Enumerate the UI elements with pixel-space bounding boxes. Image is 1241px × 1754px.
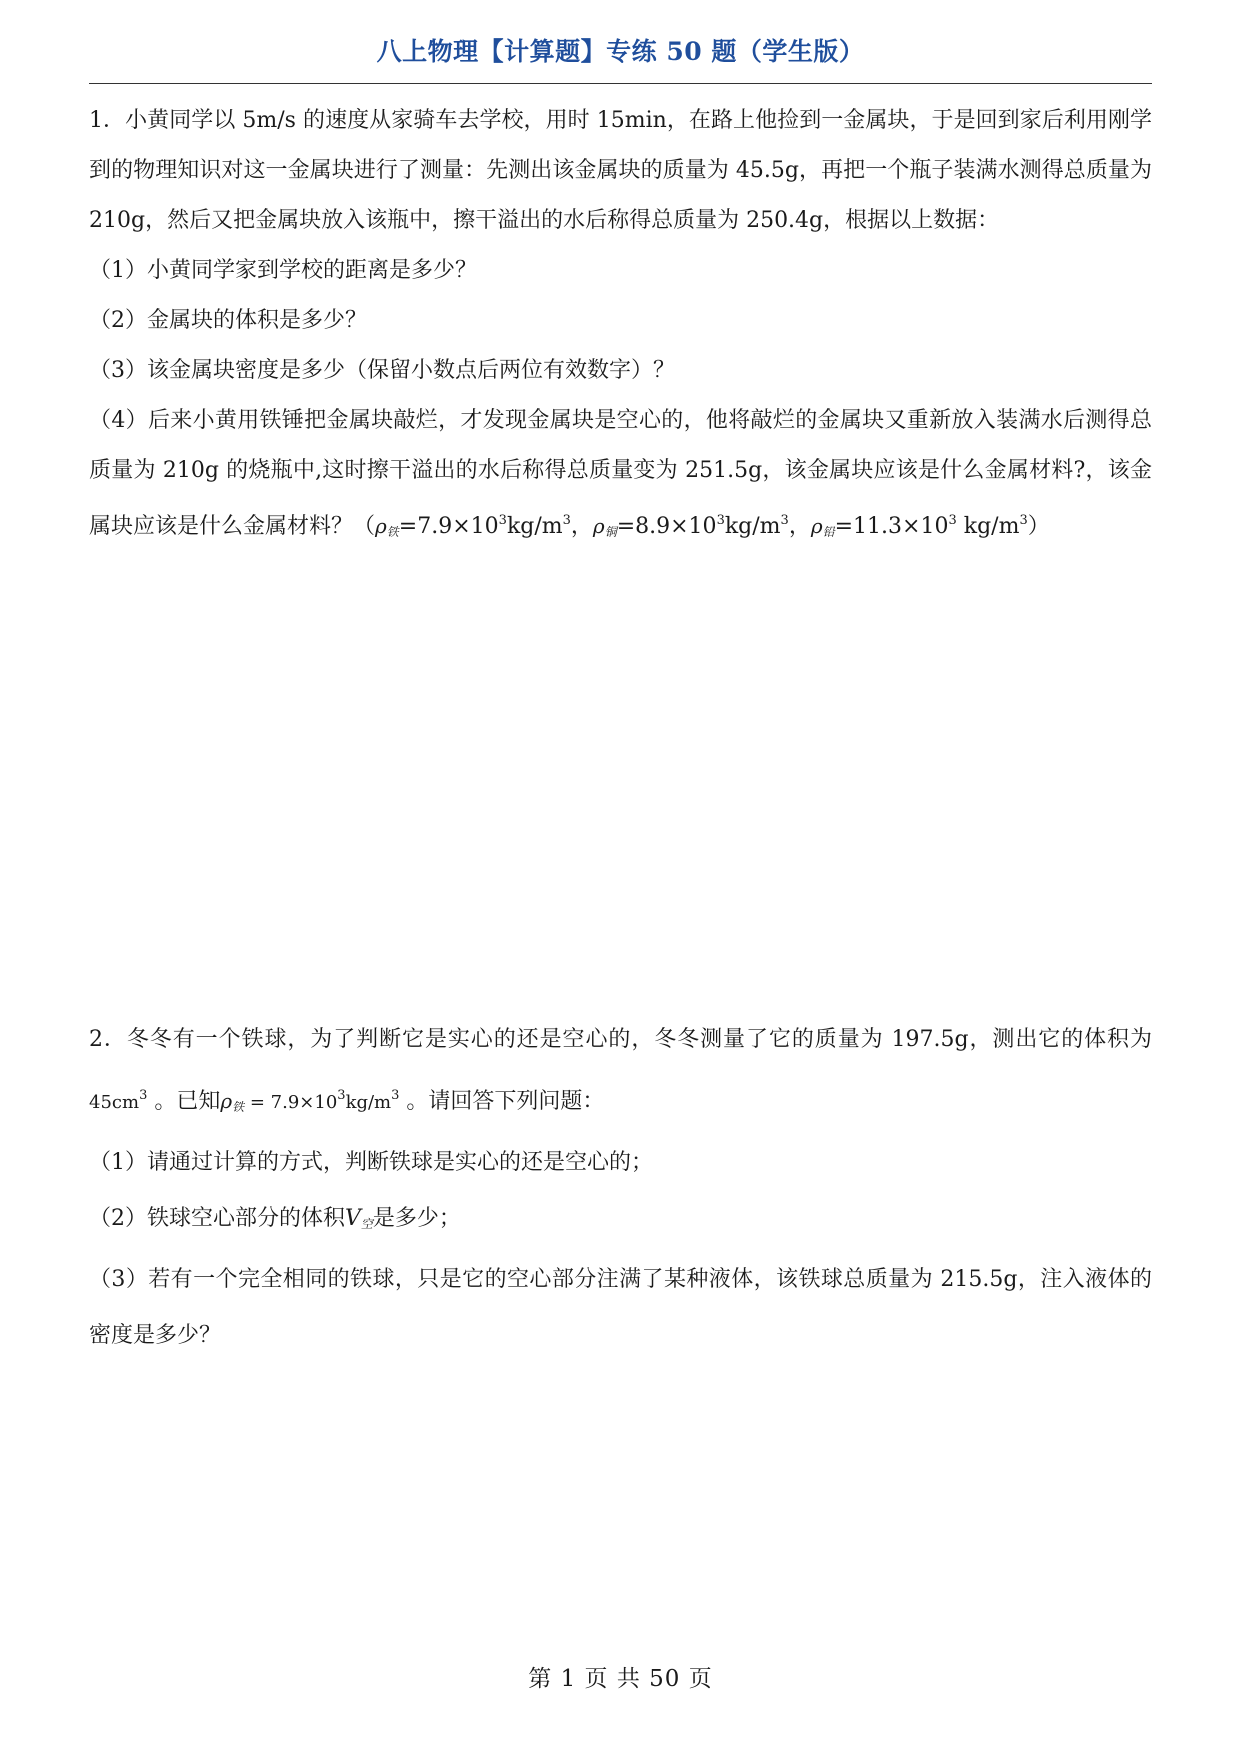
rho-symbol: ρ <box>810 514 823 538</box>
volume-value: 45cm <box>89 1092 140 1113</box>
header-divider <box>89 83 1152 84</box>
iron-density-value: =7.9×10 <box>398 514 499 539</box>
exponent: 3 <box>337 1088 346 1103</box>
iron-subscript: 铁 <box>232 1100 245 1114</box>
q1-stem: 1．小黄同学以 5m/s 的速度从家骑车去学校，用时 15min，在路上他捡到一金属块，于是回到家后利用刚学到的物理知识对这一金属块进行了测量：先测出该金属块的质量为 45.5g，再把一个瓶子装满水测得总质量为 210g，然后又把金属块放入该瓶中，擦干溢出的水后称得总质量为 250.4g，根据以上数据： <box>89 108 1152 233</box>
q2-part-2-a: （2）铁球空心部分的体积 <box>89 1206 345 1231</box>
rho-symbol: ρ <box>220 1089 233 1113</box>
volume-symbol: V <box>345 1206 361 1231</box>
copper-density-value: =8.9×10 <box>616 514 717 539</box>
exponent: 3 <box>1019 513 1028 528</box>
q1-part-2: （2）金属块的体积是多少？ <box>89 308 367 333</box>
unit: kg/m <box>724 514 781 539</box>
q1-part-1: （1）小黄同学家到学校的距离是多少？ <box>89 258 477 283</box>
question-1 <box>89 96 1152 557</box>
exponent: 3 <box>562 513 571 528</box>
page-header-title: 八上物理【计算题】专练 50 题（学生版） <box>376 37 865 66</box>
lead-density-value: =11.3×10 <box>834 514 949 539</box>
q2-stem-c: 。请回答下列问题： <box>406 1089 605 1114</box>
q2-stem-a: 体积为 <box>1084 1027 1152 1052</box>
rho-symbol: ρ <box>375 514 387 538</box>
lead-subscript: 铅 <box>822 525 835 539</box>
q2-part-2-b: 是多少； <box>372 1206 461 1231</box>
unit: kg/m <box>506 514 563 539</box>
unit: kg/m <box>963 514 1020 539</box>
unit: kg/m <box>345 1092 392 1113</box>
exponent: 3 <box>139 1088 148 1103</box>
rho-symbol: ρ <box>592 514 605 538</box>
iron-subscript: 铁 <box>386 525 399 539</box>
q1-part-4-text: （4）后来小黄用铁锤把金属块敲烂，才发现金属块是空心的，他将敲烂的金属块又重新放入装满水后测得总质量为 210g 的烧瓶中,这时擦干溢出的水后称得总质量变为 251.5g，该金属块应该是什么金属材料?，该金属块应该是什么金属材料？（ <box>89 408 1152 539</box>
q2-part-3: （3）若有一个完全相同的铁球，只是它的空心部分注满了某种液体，该铁球总质量为 215.5g，注入液体的密度是多少？ <box>89 1267 1152 1348</box>
exponent: 3 <box>948 513 957 528</box>
closing-paren: ） <box>1027 514 1050 539</box>
separator: ， <box>788 514 811 539</box>
q2-stem-line1: 2．冬冬有一个铁球，为了判断它是实心的还是空心的，冬冬测量了它的质量为 197.5g，测出它的 <box>89 1027 1085 1052</box>
copper-subscript: 铜 <box>604 525 617 539</box>
q2-stem <box>89 1012 1152 1135</box>
exponent: 3 <box>780 513 789 528</box>
hollow-subscript: 空 <box>360 1217 373 1231</box>
separator: ， <box>570 514 593 539</box>
page-number: 第 1 页 共 50 页 <box>528 1666 713 1692</box>
q2-stem-b: 。已知 <box>154 1089 221 1114</box>
question-2 <box>89 1012 1152 1364</box>
q2-part-2 <box>89 1191 1152 1252</box>
exponent: 3 <box>391 1088 400 1103</box>
iron-density-value: = 7.9×10 <box>244 1092 338 1113</box>
q2-part-1: （1）请通过计算的方式，判断铁球是实心的还是空心的； <box>89 1150 653 1175</box>
q1-part-3: （3）该金属块密度是多少（保留小数点后两位有效数字）？ <box>89 358 675 383</box>
q1-part-4 <box>89 396 1152 557</box>
exponent: 3 <box>498 513 507 528</box>
exponent: 3 <box>716 513 725 528</box>
